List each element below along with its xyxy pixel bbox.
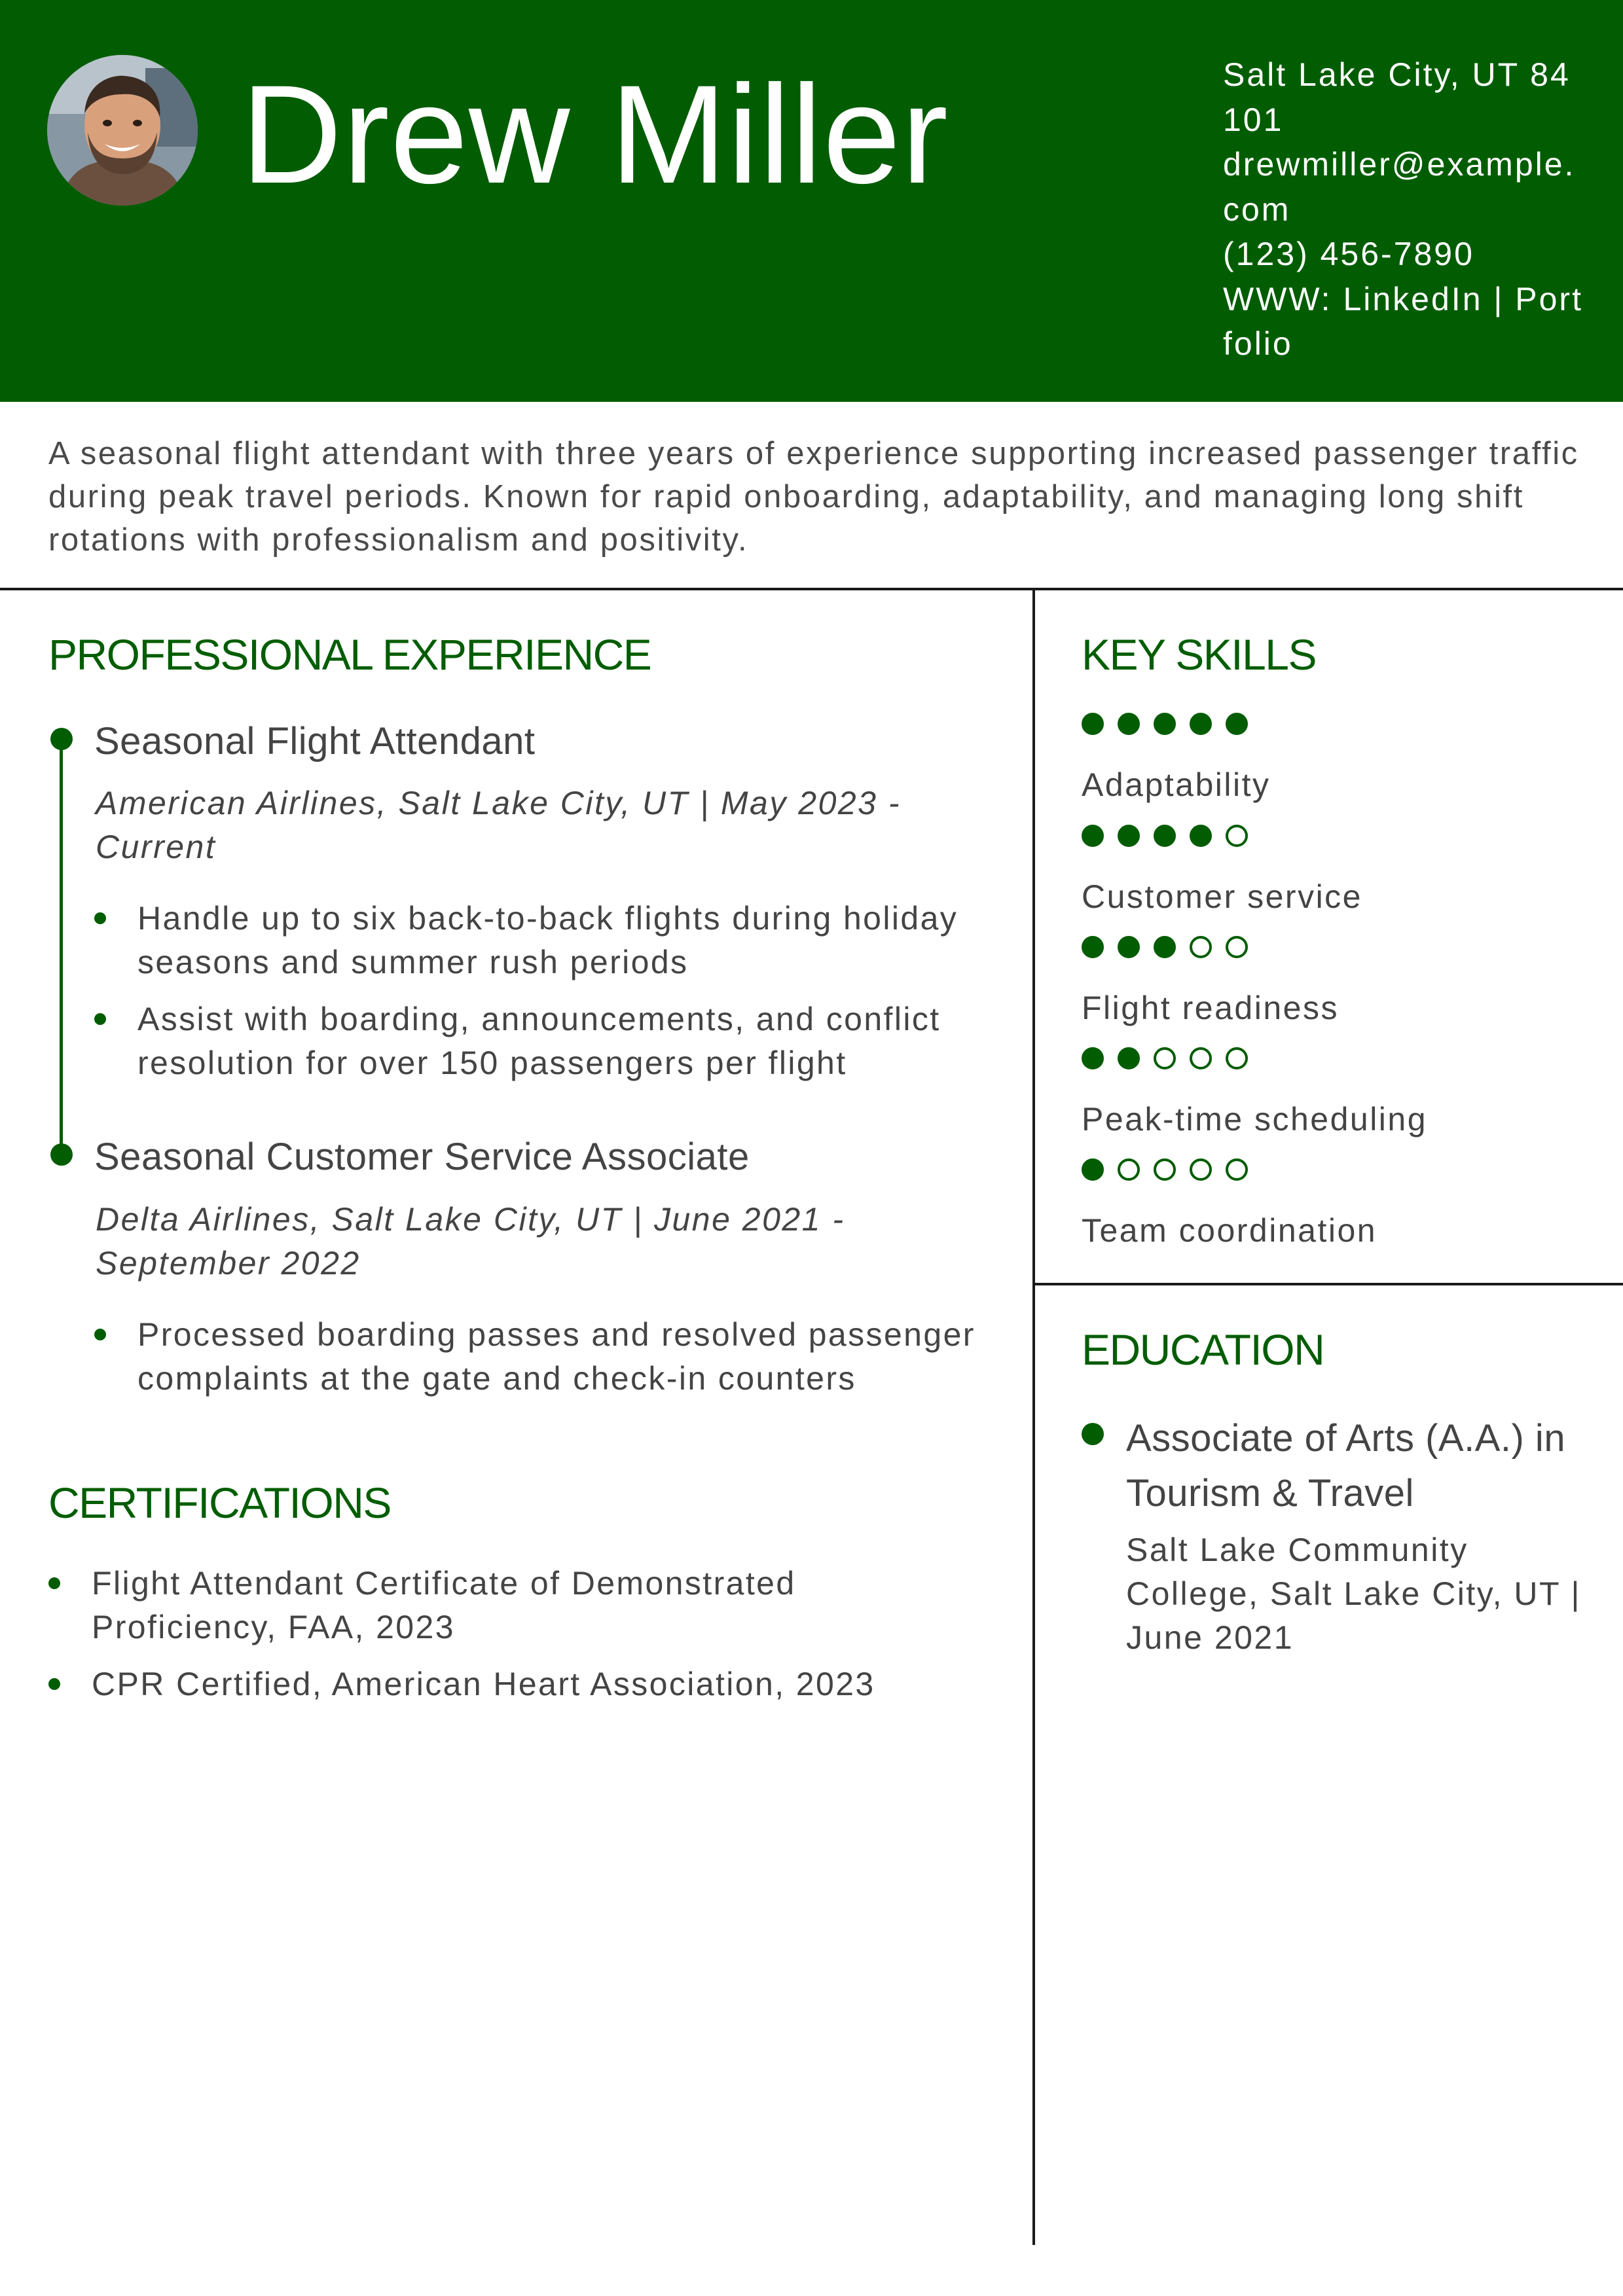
skill-item xyxy=(1082,823,1592,916)
rating-filled-icon xyxy=(1154,825,1176,847)
divider-horizontal-right xyxy=(1032,1283,1623,1285)
rating-empty-icon xyxy=(1190,1047,1212,1069)
bullet-icon xyxy=(48,1577,60,1589)
job-title: Seasonal Flight Attendant xyxy=(94,720,536,762)
job-bullets xyxy=(94,1313,1017,1414)
rating-empty-icon xyxy=(1154,1158,1176,1181)
rating-filled-icon xyxy=(1118,713,1140,735)
rating-filled-icon xyxy=(1190,825,1212,847)
list-item xyxy=(94,897,1011,984)
summary: A seasonal flight attendant with three years of experience supporting increased passenger traffic during peak travel periods. Known for rapid onboarding, adaptability, and managing long shift rotations with professionalism and positivity. xyxy=(48,436,1579,558)
skill-rating xyxy=(1082,935,1592,960)
rating-empty-icon xyxy=(1226,1158,1248,1181)
rating-filled-icon xyxy=(1190,713,1212,735)
rating-empty-icon xyxy=(1190,1158,1212,1181)
skill-label: Team coordination xyxy=(1082,1212,1377,1249)
resume-header xyxy=(0,0,1623,402)
education-heading: EDUCATION xyxy=(1082,1325,1324,1374)
bullet-icon xyxy=(94,1013,106,1025)
skill-item xyxy=(1082,711,1592,804)
experience-heading: PROFESSIONAL EXPERIENCE xyxy=(48,630,651,679)
job-title: Seasonal Customer Service Associate xyxy=(94,1136,750,1178)
address: Salt Lake City, UT 84101 xyxy=(1223,56,1571,138)
candidate-name: Drew Miller xyxy=(241,56,949,213)
bullet-icon xyxy=(48,1678,60,1690)
skill-item xyxy=(1082,935,1592,1028)
skill-label: Peak-time scheduling xyxy=(1082,1101,1428,1138)
list-item xyxy=(48,1562,991,1649)
skill-item xyxy=(1082,1157,1592,1250)
rating-empty-icon xyxy=(1226,825,1248,847)
rating-filled-icon xyxy=(1118,936,1140,958)
rating-empty-icon xyxy=(1154,1047,1176,1069)
rating-filled-icon xyxy=(1118,825,1140,847)
certifications-heading: CERTIFICATIONS xyxy=(48,1479,391,1527)
certification-text: Flight Attendant Certificate of Demonstrated Proficiency, FAA, 2023 xyxy=(92,1565,796,1645)
web-links[interactable]: WWW: LinkedIn | Portfolio xyxy=(1223,280,1583,362)
skill-label: Customer service xyxy=(1082,878,1362,915)
list-item xyxy=(94,1313,1017,1401)
email[interactable]: drewmiller@example.com xyxy=(1223,146,1576,228)
skill-item xyxy=(1082,1046,1592,1139)
education-degree: Associate of Arts (A.A.) in Tourism & Travel xyxy=(1126,1417,1566,1515)
job-bullets xyxy=(94,897,1011,1098)
skill-label: Adaptability xyxy=(1082,766,1271,803)
skill-rating xyxy=(1082,711,1592,736)
job-meta: Delta Airlines, Salt Lake City, UT | June 2021 - September 2022 xyxy=(96,1201,845,1282)
skills-heading: KEY SKILLS xyxy=(1082,630,1317,679)
bullet-icon xyxy=(94,1329,106,1340)
education-school: Salt Lake Community College, Salt Lake City, UT | June 2021 xyxy=(1126,1532,1582,1656)
rating-filled-icon xyxy=(1082,825,1104,847)
rating-filled-icon xyxy=(1082,936,1104,958)
skill-rating xyxy=(1082,1157,1592,1182)
rating-empty-icon xyxy=(1190,936,1212,958)
list-item xyxy=(48,1662,991,1706)
rating-empty-icon xyxy=(1118,1158,1140,1181)
bullet-text: Assist with boarding, announcements, and conflict resolution for over 150 passengers per flight xyxy=(137,1001,941,1081)
divider-horizontal-top xyxy=(0,588,1623,590)
timeline-line xyxy=(60,740,63,1156)
certification-text: CPR Certified, American Heart Association, 2023 xyxy=(92,1666,875,1702)
avatar xyxy=(47,55,198,206)
divider-vertical xyxy=(1032,589,1035,2245)
rating-filled-icon xyxy=(1154,713,1176,735)
skill-label: Flight readiness xyxy=(1082,990,1339,1026)
rating-empty-icon xyxy=(1226,936,1248,958)
profile-photo-icon xyxy=(47,55,198,206)
bullet-text: Processed boarding passes and resolved passenger complaints at the gate and check-in counters xyxy=(137,1316,976,1397)
timeline-dot xyxy=(50,728,73,750)
education-bullet-icon xyxy=(1082,1423,1104,1445)
rating-filled-icon xyxy=(1082,1158,1104,1181)
bullet-text: Handle up to six back-to-back flights during holiday seasons and summer rush periods xyxy=(137,900,958,980)
rating-filled-icon xyxy=(1154,936,1176,958)
job-meta: American Airlines, Salt Lake City, UT | May 2023 - Current xyxy=(96,785,902,865)
rating-filled-icon xyxy=(1118,1047,1140,1069)
skill-rating xyxy=(1082,823,1592,848)
contact-info xyxy=(1223,52,1590,367)
phone: (123) 456-7890 xyxy=(1223,236,1474,272)
list-item xyxy=(94,997,1011,1085)
rating-empty-icon xyxy=(1226,1047,1248,1069)
timeline-dot xyxy=(50,1143,73,1166)
skill-rating xyxy=(1082,1046,1592,1071)
rating-filled-icon xyxy=(1226,713,1248,735)
rating-filled-icon xyxy=(1082,1047,1104,1069)
rating-filled-icon xyxy=(1082,713,1104,735)
bullet-icon xyxy=(94,912,106,924)
certifications-list xyxy=(48,1562,991,1719)
